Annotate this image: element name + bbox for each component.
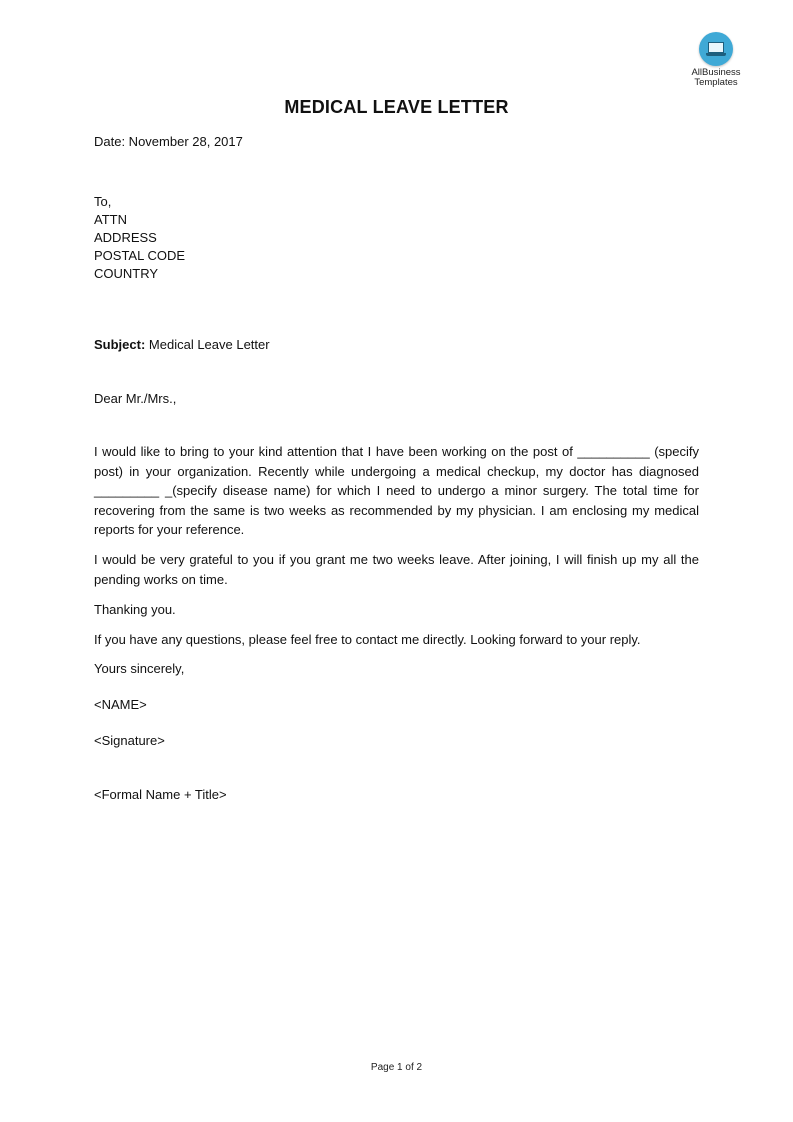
letter-date: Date: November 28, 2017	[94, 134, 243, 149]
body-paragraph-4: If you have any questions, please feel free to contact me directly. Looking forward to your reply.	[94, 632, 641, 647]
subject-text: Medical Leave Letter	[145, 337, 270, 352]
recipient-address: ADDRESS	[94, 230, 157, 245]
sender-signature: <Signature>	[94, 733, 165, 748]
document-title: MEDICAL LEAVE LETTER	[284, 97, 509, 117]
brand-name	[688, 68, 744, 88]
brand-logo	[688, 32, 744, 88]
sender-formal-name: <Formal Name + Title>	[94, 787, 227, 802]
brand-line-2: Templates	[694, 77, 738, 88]
recipient-attn: ATTN	[94, 212, 127, 227]
recipient-to: To,	[94, 194, 112, 209]
sender-name: <NAME>	[94, 697, 147, 712]
subject-line	[94, 336, 270, 354]
recipient-postal-code: POSTAL CODE	[94, 248, 186, 263]
closing: Yours sincerely,	[94, 661, 185, 676]
brand-line-1: AllBusiness	[691, 67, 741, 78]
body-paragraph-1: I would like to bring to your kind attention that I have been working on the post of __________ (specify post) in your organization. Recently while undergoing a medical checkup, my doctor has diagnosed _________ _(specify disease name) for which I need to undergo a minor surgery. The total time for recovering from the same is two weeks as recommended by my physician. I am enclosing my medical reports for your reference.	[94, 444, 699, 537]
body-paragraph-2: I would be very grateful to you if you grant me two weeks leave. After joining, I will finish up my all the pending works on time.	[94, 552, 699, 587]
laptop-icon	[699, 32, 733, 66]
recipient-country: COUNTRY	[94, 266, 159, 281]
page-number: Page 1 of 2	[370, 1062, 423, 1073]
body-paragraph-3: Thanking you.	[94, 602, 176, 617]
salutation: Dear Mr./Mrs.,	[94, 391, 177, 406]
subject-label: Subject:	[94, 337, 146, 352]
